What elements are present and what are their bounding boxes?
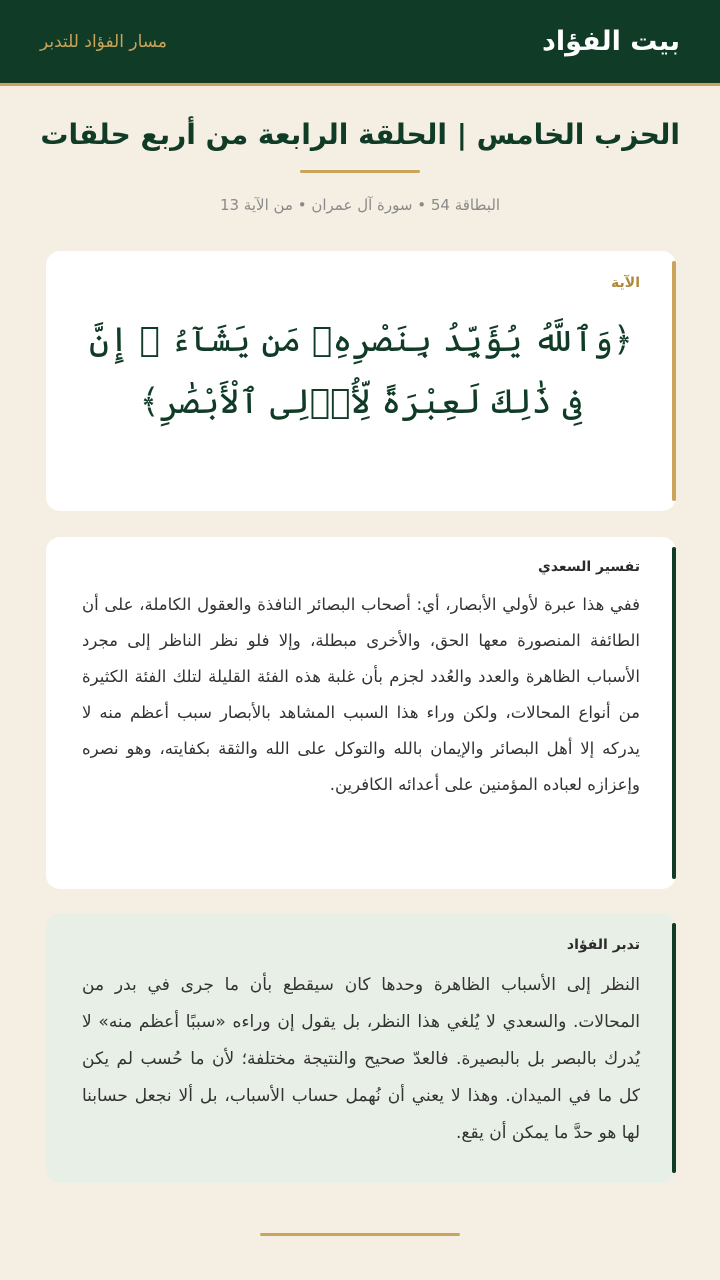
ayah-text: ﴿وَٱللَّهُ يُؤَيِّدُ بِنَصْرِهِۦ مَن يَشَآءُ ۗ إِنَّ فِى ذَٰلِكَ لَعِبْرَةً لِّأُو۟لِى ٱلْأَبْصَٰرِ﴾ bbox=[89, 320, 633, 422]
page-title: الحزب الخامس | الحلقة الرابعة من أربع حلقات bbox=[40, 118, 680, 151]
card-meta: البطاقة 54 • سورة آل عمران • من الآية 13 bbox=[219, 196, 501, 214]
title-divider bbox=[300, 170, 420, 173]
tadabbur-label: تدبر الفؤاد bbox=[566, 937, 640, 953]
tadabbur-card-accent bbox=[672, 923, 676, 1173]
ayah-card-accent bbox=[672, 261, 676, 501]
ayah-label: الآية bbox=[611, 275, 640, 291]
tafsir-label: تفسير السعدي bbox=[538, 559, 640, 575]
ayah-card bbox=[46, 251, 676, 511]
bottom-divider bbox=[260, 1233, 460, 1236]
track-link[interactable]: مسار الفؤاد للتدبر bbox=[40, 31, 168, 52]
tadabbur-card bbox=[46, 913, 676, 1183]
tafsir-text: ففي هذا عبرة لأولي الأبصار، أي: أصحاب البصائر النافذة والعقول الكاملة، على أن الطائفة المنصورة معها الحق، والأخرى مبطلة، وإلا فلو نظر الناظر إلى مجرد الأسباب الظاهرة والعدد والعُدد لجزم بأن غلبة هذه الفئة القليلة لتلك الفئة الكثيرة من أنواع المحالات، ولكن وراء هذا السبب المشاهد بالأبصار سبب أعظم منه لا يدركه إلا أهل البصائر والإيمان بالله والتوكل على الله والثقة بكفايته، وهو نصره وإعزازه لعباده المؤمنين على أعدائه الكافرين. bbox=[82, 595, 640, 794]
top-bar bbox=[0, 0, 720, 86]
brand-title[interactable]: بيت الفؤاد bbox=[541, 26, 680, 57]
tafsir-card bbox=[46, 537, 676, 889]
tadabbur-text: النظر إلى الأسباب الظاهرة وحدها كان سيقطع بأن ما جرى في بدر من المحالات. والسعدي لا يُلغي هذا النظر، بل يقول إن وراءه «سببًا أعظم منه» لا يُدرك بالبصر بل بالبصيرة. فالعدّ صحيح والنتيجة مختلفة؛ لأن ما حُسب لم يكن كل ما في الميدان. وهذا لا يعني أن نُهمل حساب الأسباب، بل ألا نجعل حسابنا لها هو حدَّ ما يمكن أن يقع. bbox=[82, 975, 640, 1143]
tafsir-card-accent bbox=[672, 547, 676, 879]
